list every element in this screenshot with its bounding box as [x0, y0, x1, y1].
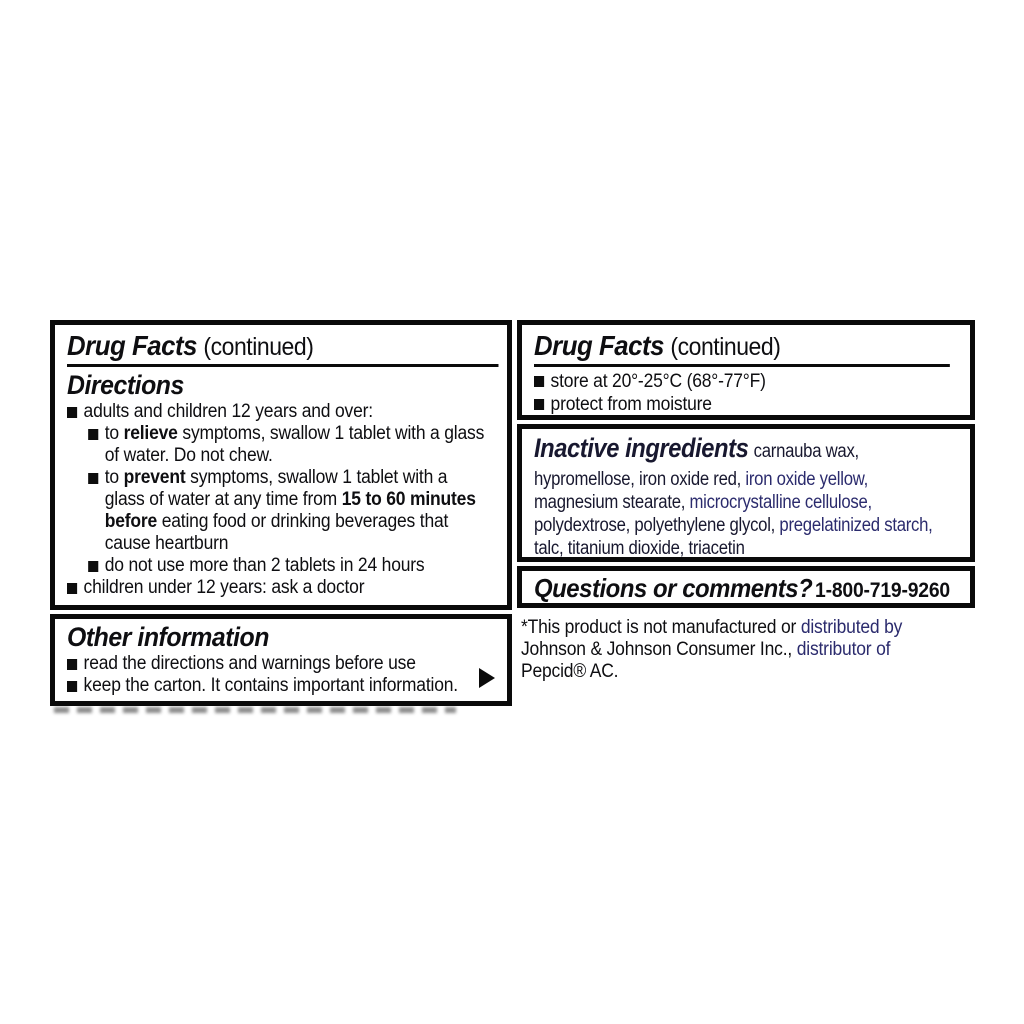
- drug-facts-title: Drug Facts: [534, 330, 664, 361]
- line-text: [534, 491, 872, 514]
- text-segment: of water. Do not chew.: [104, 445, 273, 466]
- header-rule: [67, 364, 498, 367]
- text-segment: 15 to 60 minutes: [341, 489, 476, 510]
- questions-panel: [517, 566, 975, 608]
- text-segment: symptoms, swallow 1 tablet with a glass: [177, 423, 485, 444]
- text-line: [534, 491, 961, 514]
- text-segment: cause heartburn: [104, 533, 229, 554]
- line-text: [534, 514, 933, 537]
- text-segment: distributed by: [800, 617, 903, 638]
- text-segment: distributor of: [796, 639, 891, 660]
- bullet-square-icon: [67, 659, 77, 670]
- bullet-line: [88, 467, 498, 489]
- questions-phone-number: 1-800-719-9260: [815, 579, 950, 602]
- text-segment: pregelatinized starch,: [779, 515, 933, 536]
- distributor-footnote: [521, 617, 991, 683]
- bullet-square-icon: [67, 681, 77, 692]
- bullet-square-icon: [88, 429, 98, 440]
- line-text: [105, 533, 229, 555]
- line-text: [105, 489, 476, 511]
- text-segment: glass of water at any time from: [104, 489, 342, 510]
- line-text: [521, 617, 902, 639]
- text-segment: iron oxide yellow,: [745, 469, 869, 490]
- bullet-square-icon: [534, 399, 544, 410]
- text-segment: *This product is not manufactured or: [521, 617, 801, 638]
- inline-heading: Inactive ingredients: [534, 433, 749, 463]
- bullet-line: [67, 577, 498, 599]
- storage-bullets: [534, 370, 961, 416]
- bullet-square-icon: [67, 583, 77, 594]
- storage-panel: [517, 320, 975, 420]
- bullet-line: [67, 653, 498, 675]
- text-segment: symptoms, swallow 1 tablet with a: [185, 467, 448, 488]
- text-line: [534, 468, 961, 491]
- line-text: [105, 555, 425, 577]
- text-segment: polydextrose, polyethylene glycol,: [534, 515, 780, 536]
- bullet-line: [88, 555, 498, 577]
- directions-panel: [50, 320, 512, 610]
- line-text: [105, 511, 448, 533]
- line-text: [534, 468, 868, 491]
- text-segment: Pepcid® AC.: [521, 661, 619, 682]
- line-text: [534, 537, 745, 560]
- panel-header: [67, 330, 498, 362]
- line-text: [521, 639, 890, 661]
- line-text: [84, 401, 373, 423]
- panel-header: [534, 330, 961, 362]
- bullet-line: [534, 370, 961, 393]
- text-segment: carnauba wax,: [753, 441, 859, 462]
- questions-heading: Questions or comments?: [534, 573, 813, 603]
- line-text: [84, 577, 365, 599]
- text-segment: magnesium stearate,: [534, 492, 690, 513]
- other-information-panel: [50, 614, 512, 706]
- text-segment: to: [104, 423, 124, 444]
- text-line: [105, 511, 499, 533]
- other-information-heading: Other information: [67, 622, 269, 652]
- text-segment: do not use more than 2 tablets in 24 hours: [104, 555, 425, 576]
- line-text: [105, 423, 484, 445]
- text-segment: talc, titanium dioxide, triacetin: [534, 538, 745, 559]
- text-line: [534, 514, 961, 537]
- text-segment: children under 12 years: ask a doctor: [83, 577, 365, 598]
- bullet-line: [88, 423, 498, 445]
- text-segment: hypromellose, iron oxide red,: [534, 469, 746, 490]
- text-segment: relieve: [123, 423, 178, 444]
- header-rule: [534, 364, 950, 367]
- bullet-text: read the directions and warnings before use: [83, 653, 416, 674]
- text-segment: Johnson & Johnson Consumer Inc.,: [521, 639, 797, 660]
- bullet-text: keep the carton. It contains important information.: [83, 675, 458, 696]
- bullet-line: [534, 393, 961, 416]
- line-text: [105, 467, 448, 489]
- bullet-text: store at 20°-25°C (68°-77°F): [550, 371, 766, 392]
- bullet-line: [67, 401, 498, 423]
- text-segment: prevent: [123, 467, 186, 488]
- drug-facts-continued: (continued): [670, 333, 781, 361]
- footnote-lines: [521, 617, 990, 683]
- text-segment: microcrystalline cellulose,: [689, 492, 872, 513]
- text-line: [521, 661, 990, 683]
- text-segment: eating food or drinking beverages that: [157, 511, 449, 532]
- line-text: [534, 433, 859, 467]
- drug-facts-continued: (continued): [203, 333, 314, 361]
- text-line: [105, 489, 499, 511]
- text-segment: before: [104, 511, 158, 532]
- continue-arrow-icon: [479, 668, 495, 688]
- text-line: [534, 537, 961, 560]
- print-artifact: [54, 707, 456, 713]
- bullet-square-icon: [88, 561, 98, 572]
- bullet-square-icon: [67, 407, 77, 418]
- text-line: [534, 433, 961, 467]
- other-information-bullets: [67, 653, 498, 697]
- line-text: [105, 445, 273, 467]
- bullet-square-icon: [88, 473, 98, 484]
- drug-facts-title: Drug Facts: [67, 330, 197, 361]
- directions-heading: Directions: [67, 370, 184, 400]
- text-line: [521, 617, 990, 639]
- bullet-text: protect from moisture: [550, 394, 712, 415]
- text-line: [105, 533, 499, 555]
- text-segment: adults and children 12 years and over:: [83, 401, 373, 422]
- text-line: [105, 445, 499, 467]
- text-segment: to: [104, 467, 124, 488]
- bullet-square-icon: [534, 376, 544, 387]
- bullet-line: [67, 675, 498, 697]
- text-line: [521, 639, 990, 661]
- line-text: [521, 661, 618, 683]
- inactive-ingredients-panel: [517, 424, 975, 562]
- directions-lines: [67, 401, 498, 599]
- inactive-ingredients-text: [534, 433, 961, 560]
